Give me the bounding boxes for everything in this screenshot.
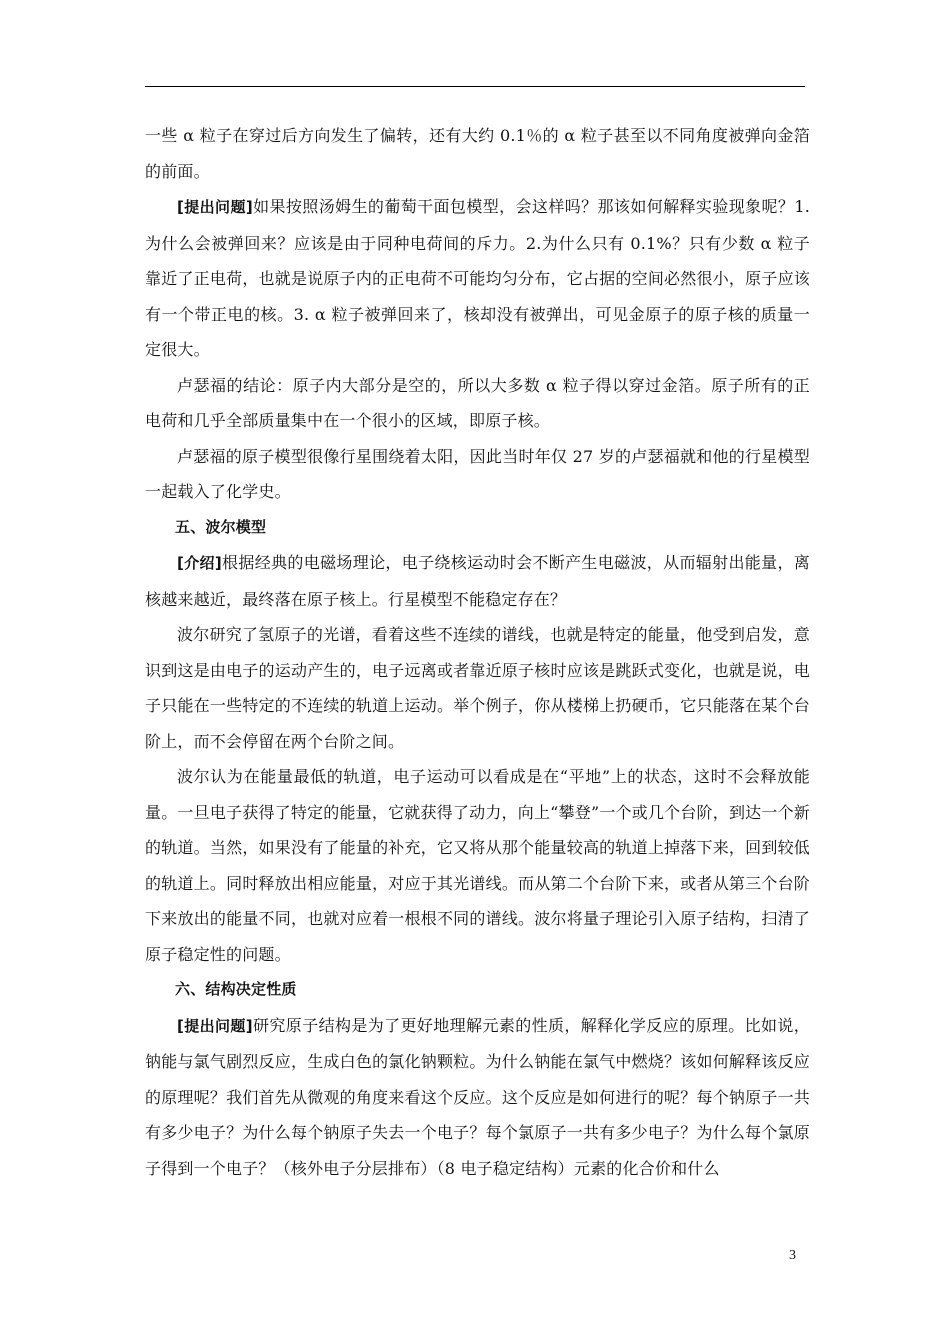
paragraph-introduction [145,545,810,617]
paragraph-text: 研究原子结构是为了更好地理解元素的性质，解释化学反应的原理。比如说，钠能与氯气剧烈反应，生成白色的氯化钠颗粒。为什么钠能在氯气中燃烧？该如何解释该反应的原理呢？我们首先从微观的角度来看这个反应。这个反应是如何进行的呢？每个钠原子一共有多少电子？为什么每个钠原子失去一个电子？每个氯原子一共有多少电子？为什么每个氯原子得到一个电子？（核外电子分层排布）（8 电子稳定结构）元素的化合价和什么 [145,1015,810,1178]
paragraph-text: 一些 α 粒子在穿过后方向发生了偏转，还有大约 0.1％的 α 粒子甚至以不同角度被弹向金箔的前面。 [145,126,810,181]
section-heading-bohr-model: 五、波尔模型 [175,517,267,536]
paragraph-text: 卢瑟福的结论：原子内大部分是空的，所以大多数 α 粒子得以穿过金箔。原子所有的正电荷和几乎全部质量集中在一个很小的区域，即原子核。 [145,375,810,430]
header-rule [145,86,805,87]
paragraph-question-sodium-chlorine [145,1008,810,1187]
paragraph-text: 根据经典的电磁场理论，电子绕核运动时会不断产生电磁波，从而辐射出能量，离核越来越近，最终落在原子核上。行星模型不能稳定存在？ [145,553,810,609]
paragraph-rutherford-conclusion [145,368,810,439]
paragraph-bohr-spectrum [145,617,810,759]
paragraph-text: 波尔研究了氢原子的光谱，看着这些不连续的谱线，也就是特定的能量，他受到启发，意识到这是由电子的运动产生的，电子远离或者靠近原子核时应该是跳跃式变化，也就是说，电子只能在一些特定的不连续的轨道上运动。举个例子，你从楼梯上扔硬币，它只能落在某个台阶上，而不会停留在两个台阶之间。 [145,625,810,751]
paragraph-text: 卢瑟福的原子模型很像行星围绕着太阳，因此当时年仅 27 岁的卢瑟福就和他的行星模型一起载入了化学史。 [145,446,810,501]
tag-introduction: [介绍] [177,554,222,572]
page-number: 3 [789,1248,796,1263]
paragraph-alpha-deflection [145,118,810,189]
paragraph-text: 波尔认为在能量最低的轨道，电子运动可以看成是在“平地”上的状态，这时不会释放能量。一旦电子获得了特定的能量，它就获得了动力，向上“攀登”一个或几个台阶，到达一个新的轨道。当然，如果没有了能量的补充，它又将从那个能量较高的轨道上掉落下来，回到较低的轨道上。同时释放出相应能量，对应于其光谱线。而从第二个台阶下来，或者从第三个台阶下来放出的能量不同，也就对应着一根根不同的谱线。波尔将量子理论引入原子结构，扫清了原子稳定性的问题。 [145,767,810,964]
paragraph-rutherford-model [145,439,810,510]
document-body [145,118,810,1186]
paragraph-bohr-energy-levels [145,759,810,972]
tag-raise-question: [提出问题] [177,1016,253,1035]
section-heading-structure-properties: 六、结构决定性质 [175,980,297,998]
tag-raise-question: [提出问题] [177,198,253,216]
paragraph-question-thomson [145,189,810,368]
paragraph-text: 如果按照汤姆生的葡萄干面包模型，会这样吗？那该如何解释实验现象呢？1.为什么会被弹回来？应该是由于同种电荷间的斥力。2.为什么只有 0.1%？只有少数 α 粒子靠近了正电荷，也就是说原子内的正电荷不可能均匀分布，它占据的空间必然很小，原子应该有一个带正电的核。3. α 粒子被弹回来了，核却没有被弹出，可见金原子的原子核的质量一定很大。 [145,197,810,359]
